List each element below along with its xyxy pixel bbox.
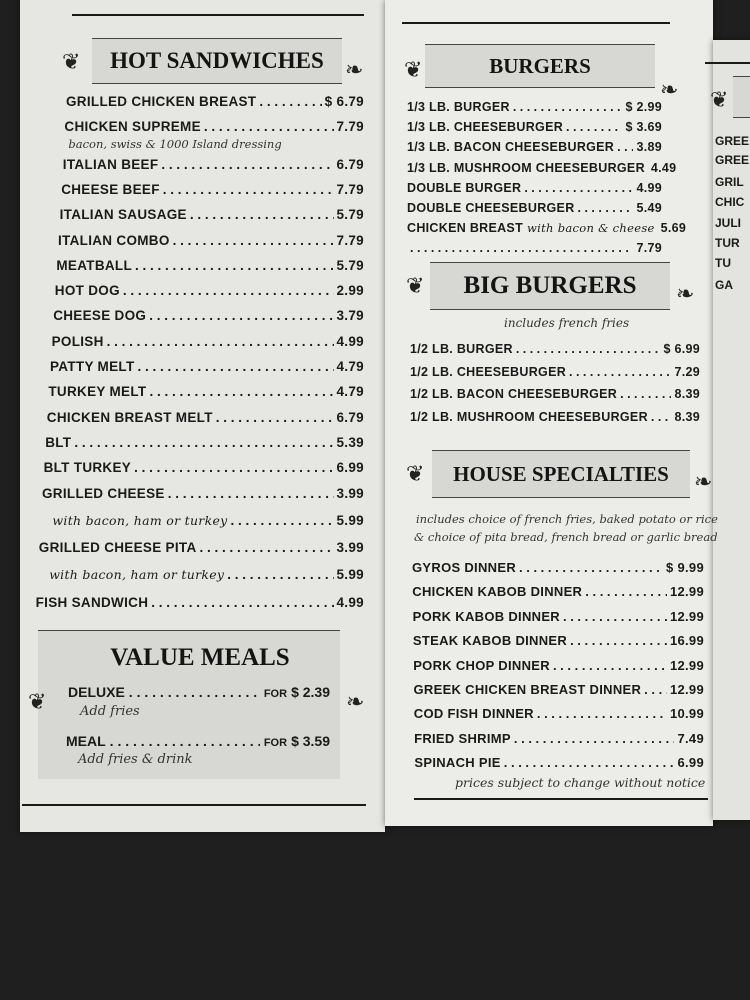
item-price: 10.99: [669, 706, 704, 722]
item-price: 8.39: [674, 387, 700, 401]
list-item: [407, 221, 687, 236]
item-name: 1/2 LB. BACON CHEESEBURGER: [410, 387, 618, 401]
item-price: 4.49: [650, 160, 677, 175]
section-title-big-burgers: BIG BURGERS: [430, 262, 670, 310]
item-name: CHEESE DOG: [53, 308, 147, 324]
item-name: GRILLED CHICKEN BREAST: [66, 94, 257, 109]
item-name: ITALIAN COMBO: [58, 232, 170, 248]
leader-dots: [138, 359, 334, 374]
list-item: [37, 567, 364, 582]
leader-dots: [107, 334, 334, 349]
leader-dots: [620, 387, 671, 401]
leader-dots: [569, 365, 671, 379]
item-price: 2.99: [336, 283, 364, 299]
item-price: 7.79: [636, 241, 662, 256]
item-name: GREEK CHICKEN BREAST DINNER: [413, 682, 642, 697]
item-name: PORK CHOP DINNER: [413, 657, 550, 673]
item-name: GRILLED CHEESE: [42, 485, 165, 501]
item-price: 5.99: [336, 567, 364, 583]
leader-dots: [163, 182, 334, 197]
leader-dots: [585, 584, 667, 599]
leader-dots: [566, 120, 622, 134]
list-item: [60, 207, 364, 222]
item-price: 7.79: [336, 232, 364, 248]
leader-dots: [190, 207, 334, 222]
leader-dots: [651, 410, 672, 424]
flourish-icon: ❦: [28, 690, 47, 715]
list-item: [42, 486, 364, 501]
item-price: 3.99: [336, 540, 364, 556]
item-price: $ 3.59: [291, 733, 330, 749]
list-item: [407, 100, 662, 114]
item-price: 5.79: [336, 207, 364, 223]
bottom-rule: [414, 798, 708, 800]
item-note: Add fries: [80, 704, 140, 719]
flourish-icon: ❦: [406, 462, 425, 487]
section-title-partial: [733, 76, 750, 118]
flourish-icon: ❧: [660, 78, 679, 103]
item-price: 12.99: [669, 608, 704, 624]
item-name: TURKEY MELT: [48, 384, 147, 400]
leader-dots: [134, 460, 333, 475]
list-item: [410, 410, 700, 424]
list-item: [414, 731, 704, 746]
list-item: [64, 119, 364, 134]
flourish-icon: ❦: [710, 88, 729, 113]
list-item: [413, 609, 704, 624]
list-item: [407, 181, 662, 195]
list-item: [44, 460, 364, 475]
top-rule: [72, 14, 364, 16]
item-note: Add fries & drink: [78, 752, 193, 767]
item-price: 4.99: [336, 594, 364, 610]
item-price: 12.99: [669, 657, 704, 673]
leader-dots: [161, 157, 333, 172]
item-name: 1/3 LB. MUSHROOM CHEESEBURGER: [407, 160, 645, 175]
item-name: SPINACH PIE: [414, 755, 501, 771]
item-name: CHEESE BEEF: [61, 181, 160, 197]
item-name: 1/2 LB. MUSHROOM CHEESEBURGER: [410, 409, 648, 424]
leader-dots: [644, 682, 667, 697]
list-item: [52, 334, 364, 349]
item-name: CHICKEN KABOB DINNER: [412, 584, 583, 600]
list-item: [40, 513, 364, 528]
for-label: FOR: [263, 737, 288, 749]
item-name: GRILLED CHEESE PITA: [38, 540, 197, 556]
item-price: $ 2.99: [625, 100, 662, 114]
leader-dots: [410, 241, 633, 255]
leader-dots: [149, 308, 333, 323]
item-name: PORK KABOB DINNER: [412, 608, 560, 624]
list-item: [66, 733, 330, 749]
flourish-icon: ❦: [406, 274, 425, 299]
list-item: [410, 365, 700, 379]
section-title-house-specialties: HOUSE SPECIALTIES: [432, 450, 690, 498]
flourish-icon: ❧: [694, 470, 713, 495]
list-item: [410, 342, 700, 356]
partial-menu-item: JULI: [715, 216, 742, 230]
list-item: [412, 560, 704, 575]
item-note: with bacon & cheese: [527, 221, 655, 236]
list-item: [63, 157, 364, 172]
leader-dots: [200, 540, 334, 555]
leader-dots: [553, 658, 667, 673]
leader-dots: [149, 384, 333, 399]
item-price: $ 6.79: [324, 94, 364, 109]
item-price: 7.49: [677, 730, 704, 746]
list-item: [66, 94, 364, 109]
list-item: [61, 182, 364, 197]
item-name: COD FISH DINNER: [413, 706, 534, 722]
leader-dots: [514, 731, 675, 746]
list-item: [407, 140, 662, 154]
list-item: [50, 359, 364, 374]
list-item: [48, 384, 364, 399]
item-name: with bacon, ham or turkey: [52, 512, 228, 528]
item-price: 5.79: [336, 257, 364, 273]
item-price: 4.99: [336, 333, 364, 349]
list-item: [36, 595, 364, 610]
item-price: 4.79: [336, 359, 364, 374]
list-item: [56, 258, 364, 273]
leader-dots: [537, 706, 667, 721]
leader-dots: [135, 258, 333, 273]
item-price: 3.89: [636, 140, 662, 155]
partial-menu-item: TU: [715, 256, 731, 270]
item-price: 3.79: [336, 308, 364, 324]
section-title-hot-sandwiches: HOT SANDWICHES: [92, 38, 342, 84]
leader-dots: [570, 633, 667, 648]
item-name: HOT DOG: [54, 283, 120, 299]
item-name: FRIED SHRIMP: [414, 730, 511, 746]
section-title-value-meals: VALUE MEALS: [110, 644, 290, 671]
leader-dots: [204, 119, 334, 134]
leader-dots: [259, 94, 321, 109]
list-item: [414, 755, 704, 770]
item-name: STEAK KABOB DINNER: [412, 633, 568, 649]
flourish-icon: ❦: [404, 58, 423, 83]
list-item: [55, 283, 364, 298]
leader-dots: [74, 435, 333, 450]
item-price: 6.79: [336, 156, 364, 172]
item-name: 1/3 LB. CHEESEBURGER: [407, 120, 564, 135]
item-price: 7.79: [336, 181, 364, 197]
list-item: [410, 387, 700, 401]
leader-dots: [231, 513, 334, 528]
item-name: ITALIAN SAUSAGE: [59, 207, 187, 223]
item-price: $ 6.99: [663, 342, 700, 356]
item-name: BLT: [45, 434, 72, 450]
list-item: [413, 658, 704, 673]
leader-dots: [216, 410, 334, 425]
partial-menu-item: GRIL: [715, 175, 744, 189]
leader-dots: [519, 560, 663, 575]
item-name: ITALIAN BEEF: [62, 156, 159, 172]
item-name: MEAL: [66, 733, 106, 749]
item-price: 5.99: [336, 512, 364, 528]
item-price: 12.99: [669, 682, 704, 697]
section-subtitle: & choice of pita bread, french bread or garlic bread: [414, 530, 718, 544]
bottom-rule: [22, 804, 366, 806]
leader-dots: [513, 100, 623, 114]
list-item: [407, 241, 662, 255]
leader-dots: [578, 201, 634, 215]
item-name: CHICKEN BREAST MELT: [46, 409, 213, 425]
item-price: 6.99: [336, 460, 364, 476]
leader-dots: [129, 684, 260, 700]
item-name: POLISH: [51, 333, 104, 349]
list-item: [414, 706, 704, 721]
leader-dots: [168, 486, 334, 501]
for-label: FOR: [263, 688, 288, 700]
leader-dots: [110, 733, 260, 749]
leader-dots: [123, 283, 334, 298]
item-price: 3.99: [336, 485, 364, 501]
item-name: 1/3 LB. BACON CHEESEBURGER: [407, 140, 615, 155]
section-subtitle: includes french fries: [504, 316, 630, 330]
list-item: [68, 684, 330, 700]
partial-menu-item: TUR: [715, 236, 740, 250]
top-rule: [402, 22, 670, 24]
top-rule: [705, 62, 750, 64]
list-item: [58, 233, 364, 248]
leader-dots: [617, 140, 633, 154]
partial-menu-item: GA: [715, 278, 733, 292]
price-disclaimer: prices subject to change without notice: [455, 775, 706, 790]
flourish-icon: ❧: [345, 58, 364, 83]
section-subtitle: includes choice of french fries, baked potato or rice: [416, 512, 718, 526]
item-name: GYROS DINNER: [412, 560, 517, 575]
partial-menu-item: GREE: [715, 153, 750, 167]
leader-dots: [504, 755, 675, 770]
list-item: [413, 633, 704, 648]
item-price: 7.29: [674, 364, 700, 379]
item-name: 1/2 LB. CHEESEBURGER: [410, 364, 567, 379]
item-price: 5.49: [636, 201, 662, 215]
leader-dots: [563, 609, 667, 624]
leader-dots: [227, 567, 333, 582]
list-item: [53, 308, 364, 323]
list-item: [407, 201, 662, 215]
item-note: bacon, swiss & 1000 Island dressing: [68, 137, 282, 152]
flourish-icon: ❧: [676, 282, 695, 307]
item-price: 5.39: [336, 434, 364, 450]
item-price: 4.79: [336, 384, 364, 400]
item-name: CHICKEN SUPREME: [64, 119, 201, 135]
flourish-icon: ❦: [62, 50, 81, 75]
partial-menu-item: GREE: [715, 134, 750, 148]
list-item: [47, 410, 364, 425]
item-price: 4.99: [636, 180, 662, 195]
flourish-icon: ❧: [346, 690, 365, 715]
item-price: 16.99: [669, 633, 704, 649]
item-name: DELUXE: [68, 684, 125, 700]
item-name: BLT TURKEY: [43, 460, 132, 476]
item-name: MEATBALL: [56, 257, 133, 273]
item-price: 6.79: [336, 409, 364, 425]
list-item: [407, 160, 677, 175]
item-price: 7.79: [336, 119, 364, 135]
list-item: [412, 584, 704, 599]
item-name: CHICKEN BREAST: [407, 221, 524, 236]
list-item: [414, 682, 705, 697]
leader-dots: [173, 233, 334, 248]
list-item: [407, 120, 662, 134]
item-name: PATTY MELT: [50, 359, 135, 374]
leader-dots: [516, 342, 661, 356]
list-item: [45, 435, 364, 450]
leader-dots: [524, 181, 633, 195]
section-title-burgers: BURGERS: [425, 44, 655, 88]
item-price: 5.69: [660, 221, 687, 236]
item-name: DOUBLE CHEESEBURGER: [407, 201, 575, 215]
item-name: with bacon, ham or turkey: [49, 567, 225, 583]
item-price: $ 9.99: [666, 560, 704, 575]
item-price: 8.39: [674, 409, 700, 424]
item-price: 12.99: [669, 584, 704, 600]
item-name: 1/2 LB. BURGER: [410, 342, 513, 356]
item-price: $ 2.39: [291, 684, 330, 700]
item-price: $ 3.69: [625, 120, 662, 135]
partial-menu-item: CHIC: [715, 195, 745, 209]
item-price: 6.99: [677, 755, 704, 771]
item-name: FISH SANDWICH: [35, 594, 149, 610]
item-name: 1/3 LB. BURGER: [407, 100, 510, 114]
item-name: DOUBLE BURGER: [407, 180, 522, 195]
list-item: [39, 540, 364, 555]
leader-dots: [151, 595, 333, 610]
